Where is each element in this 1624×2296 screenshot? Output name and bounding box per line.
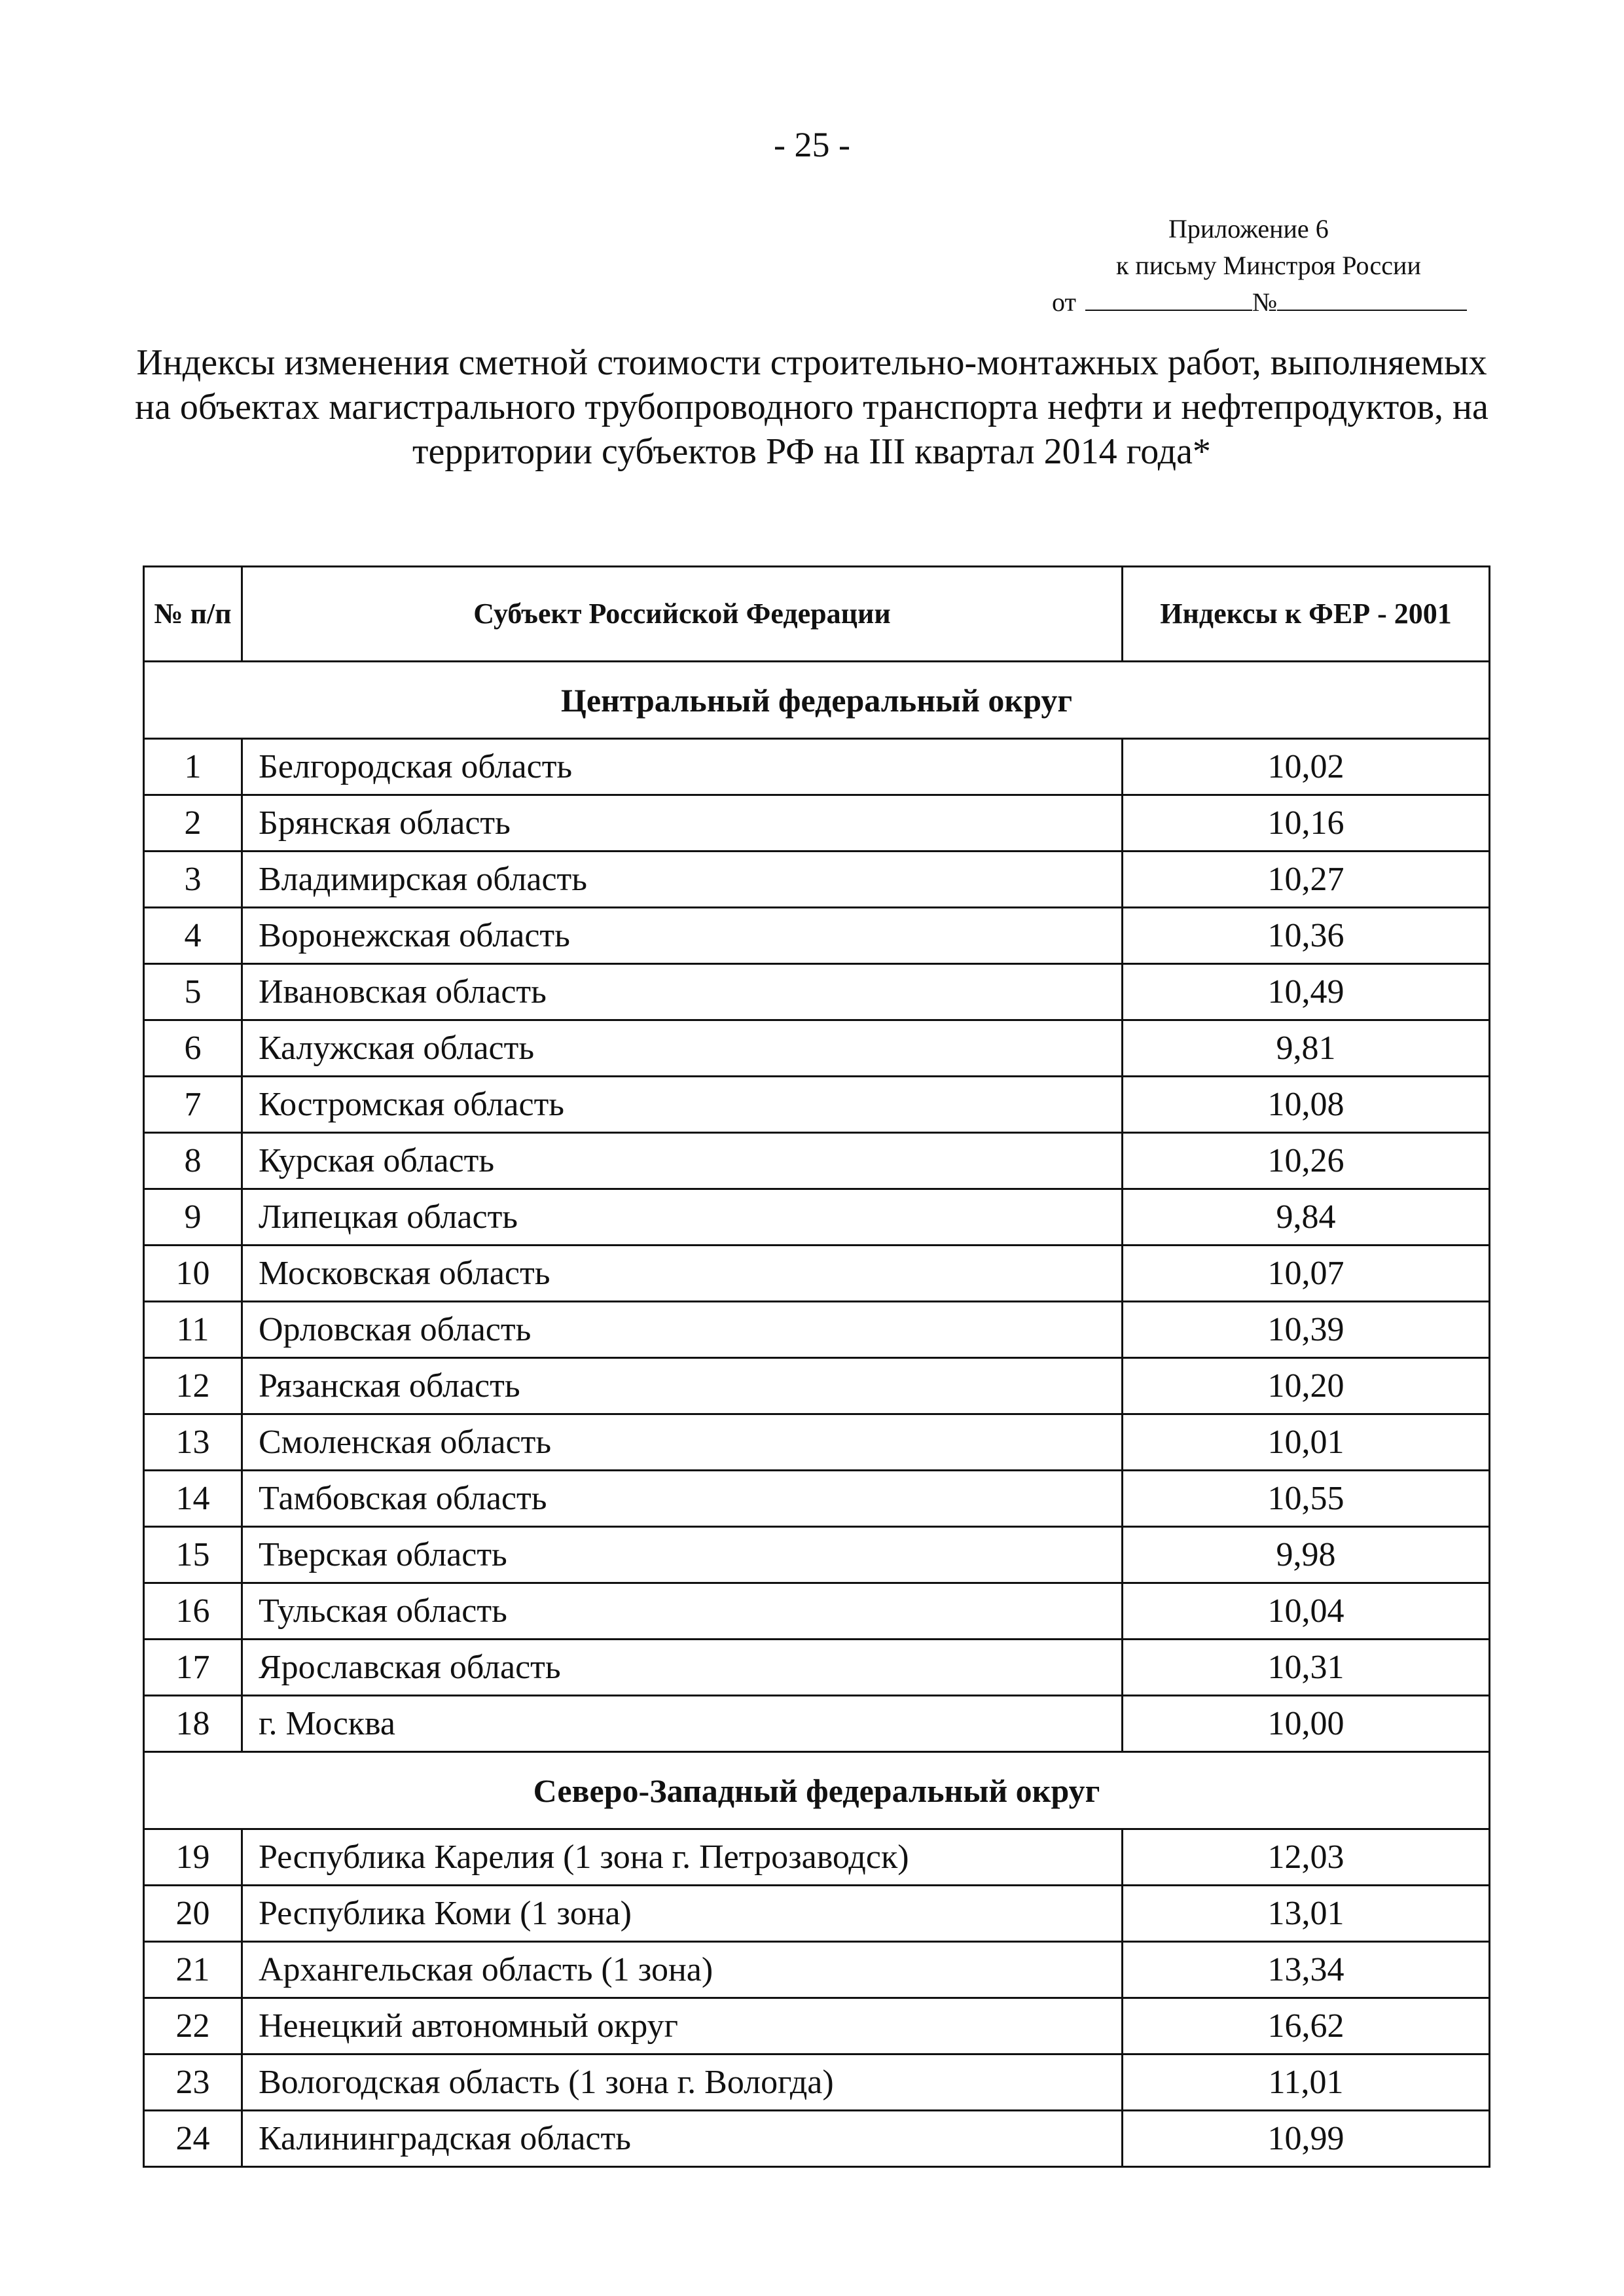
- row-number: 1: [144, 739, 242, 795]
- row-number: 17: [144, 1640, 242, 1696]
- row-subject: Рязанская область: [242, 1358, 1123, 1414]
- header-num: № п/п: [144, 567, 242, 662]
- table-row: [144, 2111, 1490, 2167]
- appendix-title: Приложение 6: [1168, 214, 1329, 243]
- row-index-value: 9,98: [1123, 1527, 1490, 1583]
- appendix-header: [1034, 211, 1492, 321]
- row-index-value: 10,01: [1123, 1414, 1490, 1471]
- document-title: Индексы изменения сметной стоимости строительно-монтажных работ, выполняемых на объектах магистрального трубопроводного транспорта нефти и нефтепродуктов, на территории субъектов РФ на III квартал 2014 года*: [135, 342, 1489, 472]
- row-index-value: 10,02: [1123, 739, 1490, 795]
- row-subject: г. Москва: [242, 1696, 1123, 1752]
- row-subject: Смоленская область: [242, 1414, 1123, 1471]
- appendix-date-number-line: [1034, 284, 1492, 321]
- table-row: [144, 1583, 1490, 1640]
- row-number: 11: [144, 1302, 242, 1358]
- table-row: [144, 2054, 1490, 2111]
- row-subject: Тамбовская область: [242, 1471, 1123, 1527]
- table-row: [144, 739, 1490, 795]
- appendix-number-sign: №: [1252, 287, 1278, 317]
- row-number: 13: [144, 1414, 242, 1471]
- table-row: [144, 964, 1490, 1020]
- row-number: 6: [144, 1020, 242, 1077]
- row-subject: Ненецкий автономный округ: [242, 1998, 1123, 2054]
- table-row: [144, 1020, 1490, 1077]
- page-number: - 25 -: [774, 125, 850, 164]
- district-row: [144, 1752, 1490, 1829]
- row-index-value: 10,31: [1123, 1640, 1490, 1696]
- row-subject: Костромская область: [242, 1077, 1123, 1133]
- table-row: [144, 1640, 1490, 1696]
- row-index-value: 10,36: [1123, 908, 1490, 964]
- row-subject: Орловская область: [242, 1302, 1123, 1358]
- table-row: [144, 852, 1490, 908]
- table-row: [144, 795, 1490, 852]
- table-row: [144, 908, 1490, 964]
- row-subject: Калининградская область: [242, 2111, 1123, 2167]
- row-index-value: 10,07: [1123, 1246, 1490, 1302]
- row-index-value: 10,39: [1123, 1302, 1490, 1358]
- row-index-value: 10,16: [1123, 795, 1490, 852]
- row-index-value: 10,26: [1123, 1133, 1490, 1189]
- index-table: [143, 565, 1490, 2168]
- row-subject: Архангельская область (1 зона): [242, 1942, 1123, 1998]
- row-index-value: 13,01: [1123, 1886, 1490, 1942]
- row-index-value: 10,99: [1123, 2111, 1490, 2167]
- table-row: [144, 1527, 1490, 1583]
- header-index: Индексы к ФЕР - 2001: [1123, 567, 1490, 662]
- row-number: 10: [144, 1246, 242, 1302]
- date-blank: [1085, 286, 1252, 311]
- row-index-value: 10,04: [1123, 1583, 1490, 1640]
- table-row: [144, 1696, 1490, 1752]
- row-subject: Брянская область: [242, 795, 1123, 852]
- row-number: 7: [144, 1077, 242, 1133]
- table-row: [144, 1998, 1490, 2054]
- table-row: [144, 1414, 1490, 1471]
- appendix-date-prefix: от: [1052, 287, 1076, 317]
- row-index-value: 11,01: [1123, 2054, 1490, 2111]
- appendix-letter-ref: к письму Минстроя России: [1116, 251, 1421, 280]
- row-number: 2: [144, 795, 242, 852]
- row-subject: Ивановская область: [242, 964, 1123, 1020]
- row-subject: Тульская область: [242, 1583, 1123, 1640]
- row-number: 4: [144, 908, 242, 964]
- header-subject: Субъект Российской Федерации: [242, 567, 1123, 662]
- table-row: [144, 1302, 1490, 1358]
- row-number: 24: [144, 2111, 242, 2167]
- row-subject: Курская область: [242, 1133, 1123, 1189]
- district-row: [144, 662, 1490, 739]
- row-index-value: 10,00: [1123, 1696, 1490, 1752]
- table-row: [144, 1077, 1490, 1133]
- row-number: 9: [144, 1189, 242, 1246]
- row-number: 8: [144, 1133, 242, 1189]
- row-index-value: 13,34: [1123, 1942, 1490, 1998]
- table-header-row: [144, 567, 1490, 662]
- row-number: 23: [144, 2054, 242, 2111]
- row-number: 15: [144, 1527, 242, 1583]
- table-row: [144, 1189, 1490, 1246]
- row-index-value: 16,62: [1123, 1998, 1490, 2054]
- row-number: 5: [144, 964, 242, 1020]
- row-index-value: 10,27: [1123, 852, 1490, 908]
- table-row: [144, 1829, 1490, 1886]
- row-number: 20: [144, 1886, 242, 1942]
- row-subject: Липецкая область: [242, 1189, 1123, 1246]
- district-name: Северо-Западный федеральный округ: [144, 1752, 1490, 1829]
- row-subject: Московская область: [242, 1246, 1123, 1302]
- row-subject: Ярославская область: [242, 1640, 1123, 1696]
- row-subject: Владимирская область: [242, 852, 1123, 908]
- row-subject: Республика Карелия (1 зона г. Петрозаводск): [242, 1829, 1123, 1886]
- row-number: 22: [144, 1998, 242, 2054]
- row-index-value: 10,49: [1123, 964, 1490, 1020]
- row-index-value: 10,20: [1123, 1358, 1490, 1414]
- table-row: [144, 1358, 1490, 1414]
- row-subject: Белгородская область: [242, 739, 1123, 795]
- row-subject: Воронежская область: [242, 908, 1123, 964]
- table-row: [144, 1471, 1490, 1527]
- district-name: Центральный федеральный округ: [144, 662, 1490, 739]
- row-number: 19: [144, 1829, 242, 1886]
- row-index-value: 9,84: [1123, 1189, 1490, 1246]
- row-number: 3: [144, 852, 242, 908]
- row-number: 18: [144, 1696, 242, 1752]
- row-number: 14: [144, 1471, 242, 1527]
- row-subject: Тверская область: [242, 1527, 1123, 1583]
- table-row: [144, 1942, 1490, 1998]
- row-index-value: 9,81: [1123, 1020, 1490, 1077]
- row-index-value: 12,03: [1123, 1829, 1490, 1886]
- row-subject: Калужская область: [242, 1020, 1123, 1077]
- row-subject: Вологодская область (1 зона г. Вологда): [242, 2054, 1123, 2111]
- row-number: 21: [144, 1942, 242, 1998]
- table-row: [144, 1886, 1490, 1942]
- row-number: 16: [144, 1583, 242, 1640]
- row-index-value: 10,55: [1123, 1471, 1490, 1527]
- row-index-value: 10,08: [1123, 1077, 1490, 1133]
- table-row: [144, 1133, 1490, 1189]
- number-blank: [1277, 286, 1467, 311]
- row-number: 12: [144, 1358, 242, 1414]
- row-subject: Республика Коми (1 зона): [242, 1886, 1123, 1942]
- table-row: [144, 1246, 1490, 1302]
